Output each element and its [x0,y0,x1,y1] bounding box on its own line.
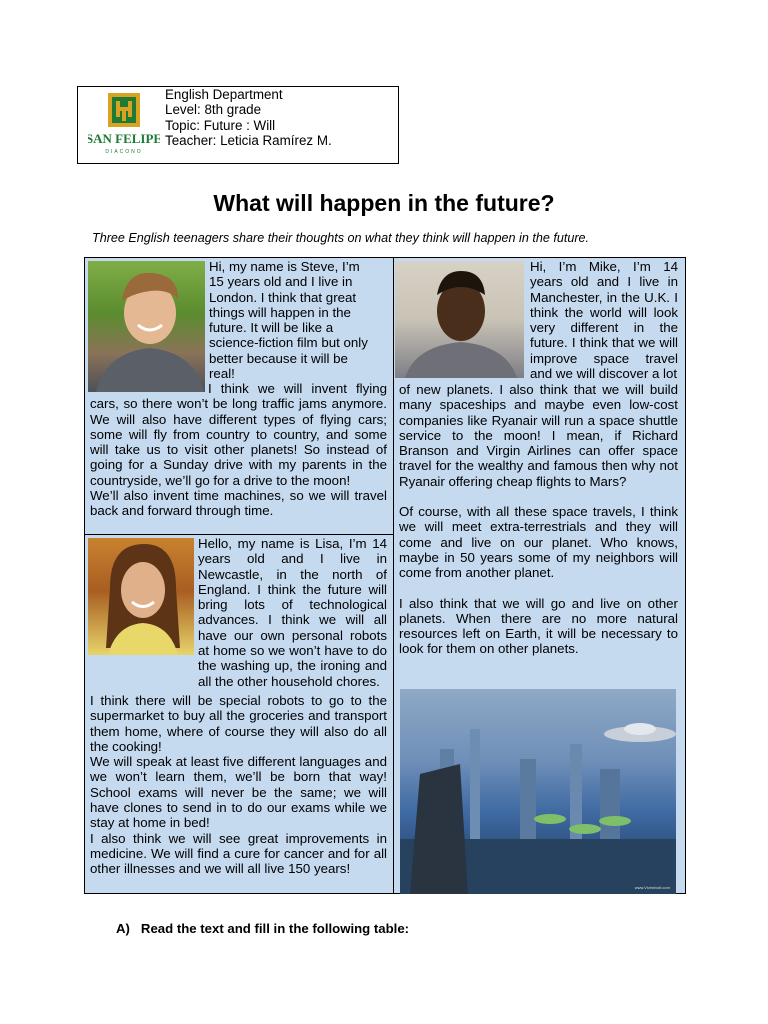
mike-paragraph-1-continued: of new planets. I also think that we will build many spaceships and maybe even low-cost companies like Ryanair will run a space shuttle service to the moon! I mean, if Richard Branson and Virgin Airlines can offer space travel for the wealthy and famous then why not Ryanair offering cheap flights to Mars? [399,382,678,489]
logo-subtext: DIACONO [105,149,143,155]
topic-line: Topic: Future : Will [165,117,276,133]
exercise-a-instruction [116,921,409,936]
steve-paragraph-3: We’ll also invent time machines, so we will travel back and forward through time. [90,488,387,519]
mike-paragraph-3: I also think that we will go and live on other planets. When there are no more natural resources left on Earth, it will be necessary to look for them on other planets. [399,595,678,657]
steve-intro: Hi, my name is Steve, I’m 15 years old and I live in London. I think that great things will happen in the future. It will be like a science-fiction film but only better because it will be real! [209,259,368,382]
page-title: What will happen in the future? [213,190,555,216]
mike-photo [395,261,524,378]
steve-photo [88,261,205,392]
lisa-photo [88,538,194,655]
header-box [77,86,399,164]
steve-paragraph-2: I think we will invent flying cars, so there won’t be long traffic jams anymore. We will also have different types of flying cars; some will fly from country to country, and some will take us to visit other planets! So instead of going for a Sunday drive with my parents in the countryside, we’ll go for a drive to the moon! [90,381,387,488]
image-credit: www.Vivirnlvolt.com [634,885,670,890]
department-line: English Department [165,87,283,102]
lisa-paragraph-4: I also think we will see great improvements in medicine. We will find a cure for cancer and for all other illnesses and we will all live 150 years! [90,830,387,877]
level-line: Level: 8th grade [165,102,262,118]
future-city-image [400,689,676,894]
lisa-paragraph-3: We will speak at least five different languages and we won’t learn them, we’ll be born that way! School exams will never be the same; we will have clones to send in to do our exams while we stay at home in bed! [90,754,387,831]
lisa-intro: Hello, my name is Lisa, I’m 14 years old and I live in Newcastle, in the north of England. I think the future will bring lots of technological advances. I think we will all have our own personal robots at home so we won’t have to do the washing up, the ironing and all the other household chores. [198,536,387,689]
lisa-paragraph-2: I think there will be special robots to go to the supermarket to buy all the groceries and transport them home, where of course they will also do all the cooking! [90,693,387,754]
exercise-letter: A) [116,921,130,936]
teacher-line: Teacher: Leticia Ramírez M. [165,133,332,149]
mike-paragraph-2: Of course, with all these space travels, I think we will meet extra-terrestrials and they will come and live on our planet. Who knows, maybe in 50 years some of my neighbors will come from another planet. [399,504,678,581]
logo-text: SAN FELIPE [88,131,160,146]
header-info [165,87,332,149]
mike-text-box [393,257,686,894]
page-subtitle: Three English teenagers share their thoughts on what they think will happen in the future. [92,231,590,245]
school-logo [88,93,160,157]
mike-intro: Hi, I’m Mike, I’m 14 years old and I live in Manchester, in the U.K. I think the world will look very different in the future. I think that we will improve space travel and we will discover a lot [530,259,678,382]
steve-text-box [84,257,394,535]
exercise-text: Read the text and fill in the following table: [140,921,410,936]
lisa-text-box [84,534,394,894]
